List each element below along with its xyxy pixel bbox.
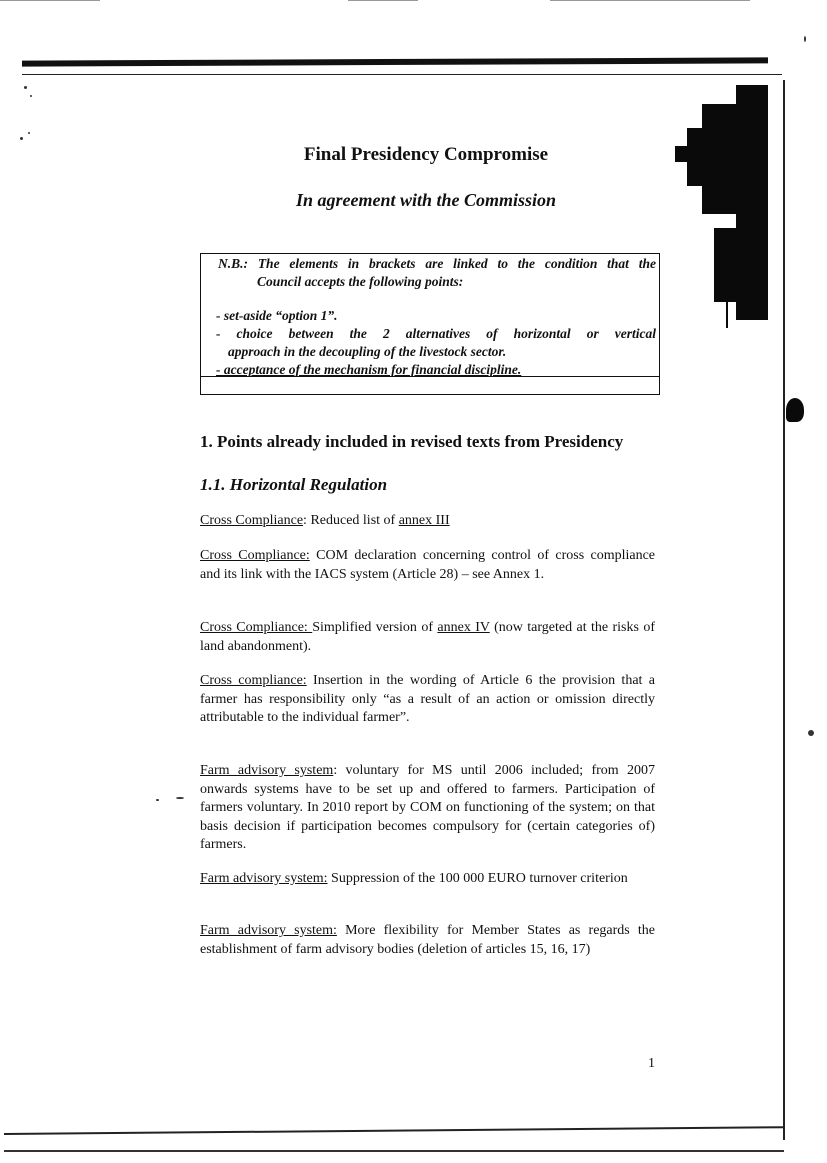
note-intro-line2: Council accepts the following points: xyxy=(257,274,464,289)
paragraph-label: Cross compliance: xyxy=(200,673,307,688)
note-point-2-line2: approach in the decoupling of the livestock sector. xyxy=(228,344,507,359)
scan-speck xyxy=(156,799,159,801)
scan-speck xyxy=(176,797,184,799)
scan-speck xyxy=(30,95,32,97)
paragraph-label: Farm advisory system: xyxy=(200,871,328,886)
scan-black-mark xyxy=(786,398,804,422)
paragraph-label: Cross Compliance: xyxy=(200,620,313,635)
paragraph-cross-compliance-1: Cross Compliance: Reduced list of annex III xyxy=(200,513,450,528)
paragraph-farm-advisory-2: Farm advisory system: Suppression of the 100 000 EURO turnover criterion xyxy=(200,871,628,886)
note-point-2-line1: - choice between the 2 alternatives of horizontal or vertical xyxy=(216,326,656,341)
paragraph-label: Farm advisory system xyxy=(200,763,334,778)
scan-black-mark xyxy=(726,300,728,328)
paragraph-label: Cross Compliance: xyxy=(200,548,310,563)
paragraph-farm-advisory-1: Farm advisory system: voluntary for MS until 2006 included; from 2007 onwards systems have to be set up and offered to farmers. Participation of farmers voluntary. In 2010 report by COM on functioning of the system; on that basis decision if participation becomes compulsory for (certain categories of) farmers. xyxy=(200,763,655,852)
scan-top-bar xyxy=(22,57,768,66)
paragraph-cross-compliance-4: Cross compliance: Insertion in the wording of Article 6 the provision that a farmer has responsibility only “as a result of an action or omission directly attributable to the individual farmer”. xyxy=(200,673,655,725)
scan-edge-line xyxy=(348,0,418,1)
scan-speck xyxy=(808,730,814,736)
subsection-heading: 1.1. Horizontal Regulation xyxy=(200,475,388,494)
paragraph-cross-compliance-2: Cross Compliance: COM declaration concerning control of cross compliance and its link with the IACS system (Article 28) – see Annex 1. xyxy=(200,548,656,582)
document-title: Final Presidency Compromise xyxy=(303,144,549,165)
note-intro-line1: N.B.: The elements in brackets are linked to the condition that the xyxy=(218,256,656,271)
scan-edge-line xyxy=(0,0,100,1)
scan-speck xyxy=(28,132,30,134)
scan-bottom-edge xyxy=(4,1150,784,1152)
scan-top-line xyxy=(22,74,782,75)
note-box xyxy=(200,253,660,395)
scan-black-mark xyxy=(714,228,738,302)
scan-edge-line xyxy=(550,0,750,1)
scan-speck xyxy=(804,36,806,42)
annex-reference: annex IV xyxy=(437,620,490,635)
page-number: 1 xyxy=(648,1056,655,1071)
section-heading: 1. Points already included in revised texts from Presidency xyxy=(200,432,624,451)
paragraph-label: Farm advisory system: xyxy=(200,923,337,938)
document-subtitle: In agreement with the Commission xyxy=(295,190,557,210)
paragraph-cross-compliance-3: Cross Compliance: Simplified version of annex IV (now targeted at the risks of land abandonment). xyxy=(200,620,655,654)
note-point-1: - set-aside “option 1”. xyxy=(216,308,338,323)
scan-speck xyxy=(24,86,27,89)
scan-bottom-edge xyxy=(4,1126,784,1135)
annex-reference: annex III xyxy=(398,513,450,528)
paragraph-label: Cross Compliance xyxy=(200,513,304,528)
paragraph-farm-advisory-3: Farm advisory system: More flexibility for Member States as regards the establishment of farm advisory bodies (deletion of articles 15, 16, 17) xyxy=(200,923,656,957)
scan-right-edge xyxy=(783,80,785,1140)
note-point-3: - acceptance of the mechanism for financial discipline. xyxy=(216,362,522,377)
note-box-divider xyxy=(201,376,659,377)
scan-speck xyxy=(20,137,23,140)
